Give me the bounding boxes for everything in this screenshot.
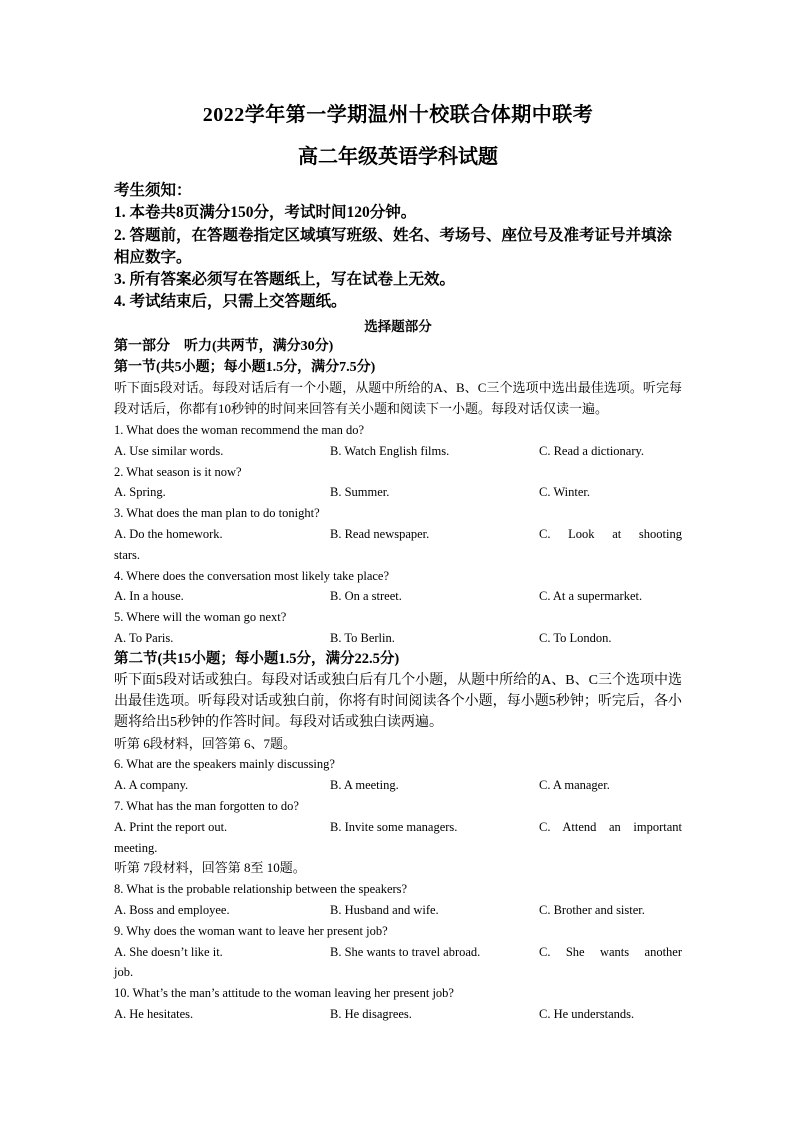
option-c: C. He understands. [539, 1006, 635, 1021]
question-block [114, 607, 682, 649]
option-b: B. A meeting. [330, 778, 399, 793]
notice-item: 2. 答题前，在答题卷指定区域填写班级、姓名、考场号、座位号及准考证号并填涂相应数字。 [114, 226, 673, 266]
question-block [114, 566, 682, 608]
question-block [114, 503, 682, 565]
question-block [114, 462, 682, 504]
question-text: 8. What is the probable relationship between the speakers? [114, 882, 408, 897]
question-text: 10. What’s the man’s attitude to the woman leaving her present job? [114, 986, 454, 1001]
option-c: C. At a supermarket. [539, 589, 643, 604]
option-b: B. He disagrees. [330, 1006, 412, 1021]
option-b: B. Watch English films. [330, 443, 450, 458]
question-block [114, 420, 682, 462]
option-b: B. Summer. [330, 485, 390, 500]
option-a: A. In a house. [114, 589, 184, 604]
question-block [114, 983, 682, 1025]
option-c: C. Read a dictionary. [539, 443, 645, 458]
option-a: A. A company. [114, 778, 189, 793]
section1-heading: 第一节(共5小题；每小题1.5分，满分7.5分) [114, 359, 376, 375]
question-block [114, 754, 682, 796]
exam-title: 2022学年第一学期温州十校联合体期中联考 [202, 104, 594, 126]
option-b: B. Husband and wife. [330, 902, 439, 917]
option-a: A. He hesitates. [114, 1006, 194, 1021]
option-c: C. To London. [539, 630, 612, 645]
option-b: B. Invite some managers. [330, 819, 458, 834]
section2-heading: 第二节(共15小题；每小题1.5分，满分22.5分) [114, 650, 400, 667]
option-a: A. Spring. [114, 485, 166, 500]
option-a: A. Do the homework. [114, 526, 223, 541]
question-text: 7. What has the man forgotten to do? [114, 798, 299, 813]
option-b: B. To Berlin. [330, 630, 395, 645]
notice-heading: 考生须知： [114, 182, 192, 199]
candidate-notice [114, 180, 682, 314]
options-row [114, 524, 682, 545]
question-text: 3. What does the man plan to do tonight? [114, 506, 320, 521]
option-c-continuation: meeting. [114, 840, 158, 855]
option-c-continuation: stars. [114, 547, 141, 562]
question-text: 9. Why does the woman want to leave her present job? [114, 923, 388, 938]
option-c: C. Winter. [539, 485, 591, 500]
option-a: A. Print the report out. [114, 819, 228, 834]
option-b: B. On a street. [330, 589, 402, 604]
question-text: 4. Where does the conversation most likely take place? [114, 568, 390, 583]
question-text: 6. What are the speakers mainly discussing? [114, 757, 335, 772]
option-b: B. Read newspaper. [330, 526, 430, 541]
notice-item: 3. 所有答案必须写在答题纸上，写在试卷上无效。 [114, 271, 456, 289]
section-label: 选择题部分 [364, 318, 432, 334]
material-note: 听第 6段材料，回答第 6、7题。 [114, 735, 297, 751]
option-c: C. Brother and sister. [539, 902, 645, 917]
question-block [114, 796, 682, 858]
question-text: 5. Where will the woman go next? [114, 610, 287, 625]
option-a: A. She doesn’t like it. [114, 944, 223, 959]
options-row [114, 1004, 682, 1025]
option-a: A. To Paris. [114, 630, 174, 645]
options-row [114, 900, 682, 921]
options-row [114, 628, 682, 649]
option-a: A. Use similar words. [114, 443, 224, 458]
options-row [114, 817, 682, 838]
options-row [114, 441, 682, 462]
option-c-continuation: job. [114, 965, 134, 980]
option-c: C. Look at shooting [539, 526, 682, 541]
question-block [114, 921, 682, 983]
question-block [114, 879, 682, 921]
option-c: C. Attend an important [539, 819, 682, 834]
option-c: C. A manager. [539, 778, 610, 793]
option-c: C. She wants another [539, 944, 682, 959]
option-b: B. She wants to travel abroad. [330, 944, 481, 959]
options-row [114, 586, 682, 607]
part1-heading: 第一部分 听力(共两节，满分30分) [114, 338, 334, 354]
section1-instruction: 听下面5段对话。每段对话后有一个小题，从题中所给的A、B、C三个选项中选出最佳选项。听完每段对话后，你都有10秒钟的时间来回答有关小题和阅读下一小题。每段对话仅读一遍。 [114, 380, 682, 417]
exam-subtitle: 高二年级英语学科试题 [298, 146, 498, 168]
question-text: 1. What does the woman recommend the man do? [114, 422, 365, 437]
options-row [114, 482, 682, 503]
options-row [114, 942, 682, 963]
section2-instruction: 听下面5段对话或独白。每段对话或独白后有几个小题，从题中所给的A、B、C三个选项中选出最佳选项。听每段对话或独白前，你将有时间阅读各个小题，每小题5秒钟；听完后，各小题将给出5秒钟的作答时间。每段对话或独白读两遍。 [114, 672, 682, 731]
question-text: 2. What season is it now? [114, 464, 242, 479]
notice-item: 4. 考试结束后，只需上交答题纸。 [114, 293, 347, 311]
option-a: A. Boss and employee. [114, 902, 230, 917]
options-row [114, 775, 682, 796]
notice-item: 1. 本卷共8页满分150分，考试时间120分钟。 [114, 204, 417, 222]
material-note: 听第 7段材料，回答第 8至 10题。 [114, 860, 306, 876]
